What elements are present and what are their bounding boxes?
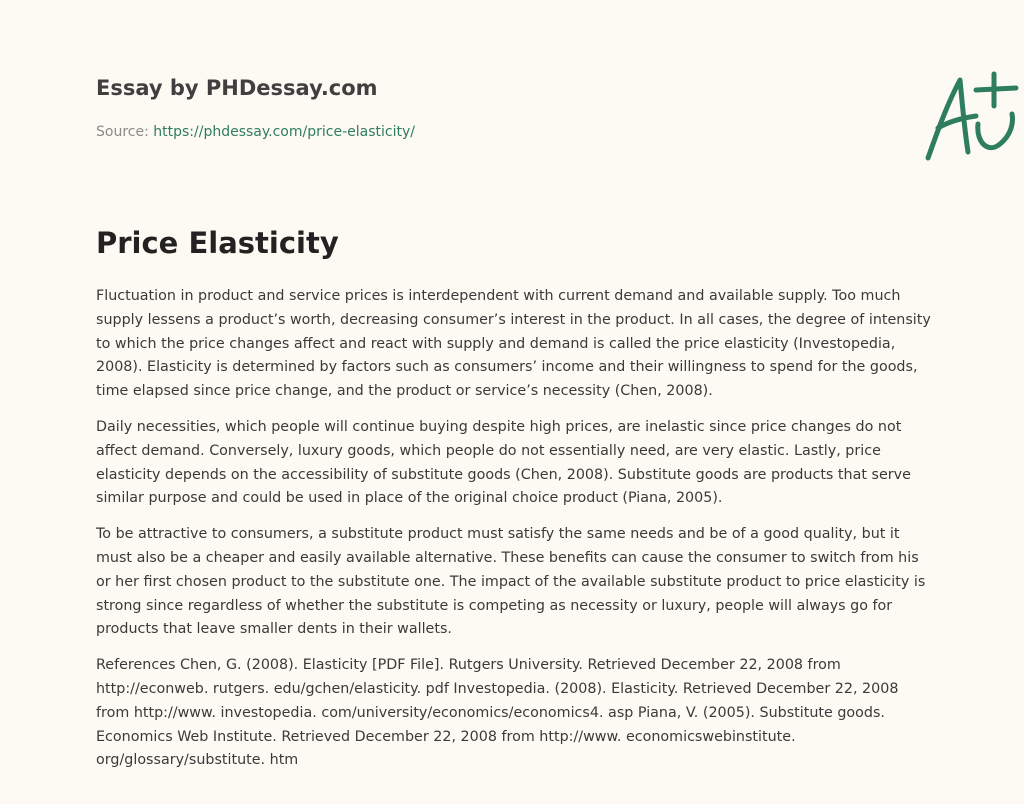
- paragraph: Daily necessities, which people will continue buying despite high prices, are inelastic since price changes do not affect demand. Conversely, luxury goods, which people do not essentially need, are very elastic. Lastly, price elasticity depends on the accessibility of substitute goods (Chen, 2008). Substitute goods are products that serve similar purpose and could be used in place of the original choice product (Piana, 2005).: [96, 418, 911, 507]
- article-body: [96, 285, 934, 785]
- source-link[interactable]: https://phdessay.com/price-elasticity/: [153, 124, 415, 140]
- references-paragraph: References Chen, G. (2008). Elasticity [PDF File]. Rutgers University. Retrieved December 22, 2008 from http://econweb. rutgers. edu/gchen/elasticity. pdf Investopedia. (2008). Elasticity. Retrieved December 22, 2008 from http://www. investopedia. com/university/economics/economics4. asp Piana, V. (2005). Substitute goods. Economics Web Institute. Retrieved December 22, 2008 from http://www. economicswebinstitute. org/glossary/substitute. htm: [96, 657, 899, 769]
- source-line: [96, 124, 415, 140]
- site-brand: Essay by PHDessay.com: [96, 76, 378, 100]
- a-plus-grade-icon: [916, 66, 1024, 166]
- paragraph: Fluctuation in product and service prices is interdependent with current demand and available supply. Too much supply lessens a product’s worth, decreasing consumer’s interest in the product. In all cases, the degree of intensity to which the price changes affect and react with supply and demand is called the price elasticity (Investopedia, 2008). Elasticity is determined by factors such as consumers’ income and their willingness to spend for the goods, time elapsed since price change, and the product or service’s necessity (Chen, 2008).: [96, 288, 931, 400]
- paragraph: To be attractive to consumers, a substitute product must satisfy the same needs and be of a good quality, but it must also be a cheaper and easily available alternative. These benefits can cause the consumer to switch from his or her first chosen product to the substitute one. The impact of the available substitute product to price elasticity is strong since regardless of whether the substitute is competing as necessity or luxury, people will always go for products that leave smaller dents in their wallets.: [96, 526, 926, 638]
- source-label: Source:: [96, 124, 154, 140]
- page-title: Price Elasticity: [96, 226, 339, 260]
